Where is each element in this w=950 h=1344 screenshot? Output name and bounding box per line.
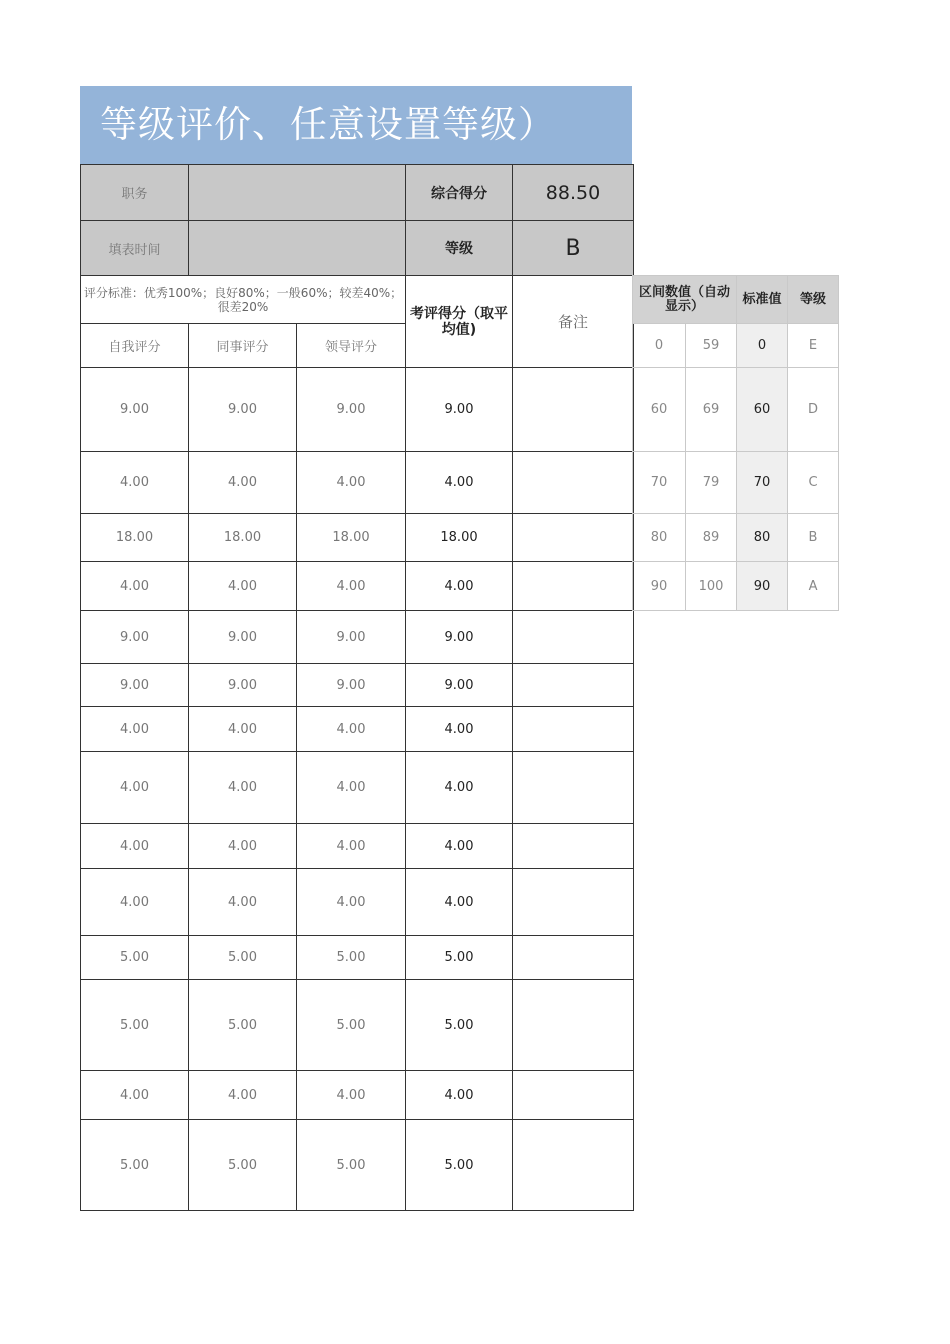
avg-score-cell[interactable]: 4.00: [406, 1071, 513, 1120]
self-score-cell[interactable]: 5.00: [81, 1120, 189, 1211]
range-low-cell[interactable]: 80: [633, 514, 686, 562]
position-label: 职务: [81, 165, 189, 221]
avg-score-header: 考评得分（取平均值): [406, 276, 513, 368]
grade-row: [633, 324, 839, 368]
total-score-label: 综合得分: [406, 165, 513, 221]
evaluation-table: [80, 164, 634, 1211]
leader-score-cell[interactable]: 4.00: [297, 752, 406, 824]
remark-cell[interactable]: [513, 936, 634, 980]
grade-letter-cell[interactable]: A: [788, 562, 839, 611]
table-row: [81, 1120, 634, 1211]
table-row: [81, 707, 634, 752]
avg-score-cell[interactable]: 9.00: [406, 368, 513, 452]
leader-score-cell[interactable]: 4.00: [297, 452, 406, 514]
self-score-cell[interactable]: 4.00: [81, 562, 189, 611]
table-row: [81, 611, 634, 664]
table-row: [81, 936, 634, 980]
position-value-cell[interactable]: [189, 165, 406, 221]
self-score-cell[interactable]: 4.00: [81, 707, 189, 752]
leader-score-cell[interactable]: 9.00: [297, 368, 406, 452]
leader-score-header: 领导评分: [297, 324, 406, 368]
self-score-cell[interactable]: 5.00: [81, 936, 189, 980]
position-row: [81, 165, 634, 221]
avg-score-cell[interactable]: 5.00: [406, 936, 513, 980]
remark-cell[interactable]: [513, 514, 634, 562]
remark-cell[interactable]: [513, 1071, 634, 1120]
leader-score-cell[interactable]: 4.00: [297, 1071, 406, 1120]
fill-time-label: 填表时间: [81, 221, 189, 276]
table-row: [81, 514, 634, 562]
standard-value-cell[interactable]: 90: [737, 562, 788, 611]
grade-label: 等级: [406, 221, 513, 276]
peer-score-cell[interactable]: 4.00: [189, 562, 297, 611]
avg-score-cell[interactable]: 9.00: [406, 611, 513, 664]
grade-header: 等级: [788, 276, 839, 324]
range-high-cell[interactable]: 89: [686, 514, 737, 562]
self-score-cell[interactable]: 5.00: [81, 980, 189, 1071]
self-score-cell[interactable]: 4.00: [81, 869, 189, 936]
leader-score-cell[interactable]: 9.00: [297, 664, 406, 707]
peer-score-cell[interactable]: 9.00: [189, 368, 297, 452]
remark-cell[interactable]: [513, 611, 634, 664]
self-score-cell[interactable]: 4.00: [81, 824, 189, 869]
range-low-cell[interactable]: 90: [633, 562, 686, 611]
range-low-cell[interactable]: 0: [633, 324, 686, 368]
peer-score-cell[interactable]: 4.00: [189, 752, 297, 824]
avg-score-cell[interactable]: 4.00: [406, 752, 513, 824]
leader-score-cell[interactable]: 4.00: [297, 707, 406, 752]
avg-score-cell[interactable]: 18.00: [406, 514, 513, 562]
table-row: [81, 562, 634, 611]
range-low-cell[interactable]: 70: [633, 452, 686, 514]
range-low-cell[interactable]: 60: [633, 368, 686, 452]
avg-score-cell[interactable]: 4.00: [406, 869, 513, 936]
leader-score-cell[interactable]: 4.00: [297, 824, 406, 869]
total-score-value[interactable]: 88.50: [513, 165, 634, 221]
peer-score-cell[interactable]: 5.00: [189, 936, 297, 980]
table-row: [81, 824, 634, 869]
remark-cell[interactable]: [513, 869, 634, 936]
remark-cell[interactable]: [513, 452, 634, 514]
peer-score-cell[interactable]: 4.00: [189, 1071, 297, 1120]
remark-cell[interactable]: [513, 562, 634, 611]
grade-rows: [633, 324, 839, 611]
standard-value-cell[interactable]: 0: [737, 324, 788, 368]
avg-score-cell[interactable]: 5.00: [406, 980, 513, 1071]
self-score-cell[interactable]: 9.00: [81, 368, 189, 452]
fill-time-row: [81, 221, 634, 276]
leader-score-cell[interactable]: 18.00: [297, 514, 406, 562]
avg-score-cell[interactable]: 9.00: [406, 664, 513, 707]
grade-letter-cell[interactable]: C: [788, 452, 839, 514]
remark-cell[interactable]: [513, 1120, 634, 1211]
table-row: [81, 1071, 634, 1120]
remark-cell[interactable]: [513, 980, 634, 1071]
criteria-row: [81, 276, 634, 324]
grade-row: [633, 514, 839, 562]
remark-cell[interactable]: [513, 752, 634, 824]
standard-header: 标准值: [737, 276, 788, 324]
peer-score-cell[interactable]: 9.00: [189, 611, 297, 664]
self-score-cell[interactable]: 9.00: [81, 611, 189, 664]
leader-score-cell[interactable]: 5.00: [297, 980, 406, 1071]
grade-letter-cell[interactable]: E: [788, 324, 839, 368]
self-score-cell[interactable]: 4.00: [81, 752, 189, 824]
peer-score-cell[interactable]: 9.00: [189, 664, 297, 707]
avg-score-cell[interactable]: 4.00: [406, 562, 513, 611]
grade-standard-table: [632, 275, 839, 611]
peer-score-cell[interactable]: 4.00: [189, 869, 297, 936]
leader-score-cell[interactable]: 9.00: [297, 611, 406, 664]
table-row: [81, 452, 634, 514]
leader-score-cell[interactable]: 5.00: [297, 1120, 406, 1211]
peer-score-cell[interactable]: 4.00: [189, 452, 297, 514]
peer-score-cell[interactable]: 18.00: [189, 514, 297, 562]
peer-score-cell[interactable]: 5.00: [189, 1120, 297, 1211]
table-row: [81, 980, 634, 1071]
grade-table-header-row: [633, 276, 839, 324]
scoring-criteria: 评分标准：优秀100%；良好80%；一般60%；较差40%；很差20%: [81, 276, 406, 324]
grade-row: [633, 368, 839, 452]
self-score-header: 自我评分: [81, 324, 189, 368]
remark-header: 备注: [513, 276, 634, 368]
remark-cell[interactable]: [513, 707, 634, 752]
standard-value-cell[interactable]: 60: [737, 368, 788, 452]
range-high-cell[interactable]: 79: [686, 452, 737, 514]
remark-cell[interactable]: [513, 368, 634, 452]
grade-letter-cell[interactable]: B: [788, 514, 839, 562]
grade-letter-cell[interactable]: D: [788, 368, 839, 452]
grade-value[interactable]: B: [513, 221, 634, 276]
range-high-cell[interactable]: 59: [686, 324, 737, 368]
fill-time-value-cell[interactable]: [189, 221, 406, 276]
table-row: [81, 869, 634, 936]
score-rows: [81, 368, 634, 1211]
leader-score-cell[interactable]: 4.00: [297, 869, 406, 936]
standard-value-cell[interactable]: 80: [737, 514, 788, 562]
avg-score-cell[interactable]: 4.00: [406, 824, 513, 869]
self-score-cell[interactable]: 4.00: [81, 452, 189, 514]
remark-cell[interactable]: [513, 664, 634, 707]
range-header: 区间数值（自动显示）: [633, 276, 737, 324]
sheet-title: 等级评价、任意设置等级）: [80, 86, 632, 164]
peer-score-cell[interactable]: 5.00: [189, 980, 297, 1071]
peer-score-cell[interactable]: 4.00: [189, 824, 297, 869]
avg-score-cell[interactable]: 4.00: [406, 452, 513, 514]
avg-score-cell[interactable]: 5.00: [406, 1120, 513, 1211]
standard-value-cell[interactable]: 70: [737, 452, 788, 514]
grade-row: [633, 452, 839, 514]
peer-score-cell[interactable]: 4.00: [189, 707, 297, 752]
peer-score-header: 同事评分: [189, 324, 297, 368]
self-score-cell[interactable]: 4.00: [81, 1071, 189, 1120]
table-row: [81, 752, 634, 824]
self-score-cell[interactable]: 18.00: [81, 514, 189, 562]
remark-cell[interactable]: [513, 824, 634, 869]
self-score-cell[interactable]: 9.00: [81, 664, 189, 707]
leader-score-cell[interactable]: 4.00: [297, 562, 406, 611]
table-row: [81, 664, 634, 707]
table-row: [81, 368, 634, 452]
range-high-cell[interactable]: 69: [686, 368, 737, 452]
grade-row: [633, 562, 839, 611]
leader-score-cell[interactable]: 5.00: [297, 936, 406, 980]
avg-score-cell[interactable]: 4.00: [406, 707, 513, 752]
range-high-cell[interactable]: 100: [686, 562, 737, 611]
